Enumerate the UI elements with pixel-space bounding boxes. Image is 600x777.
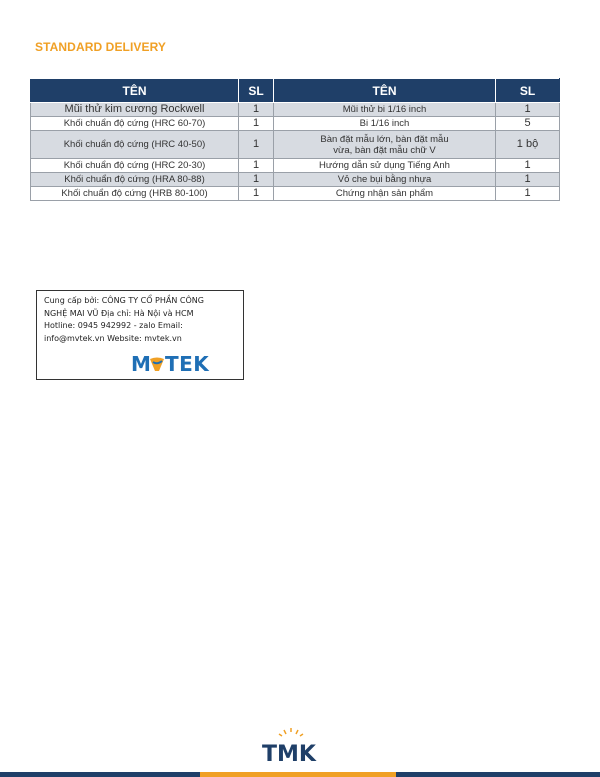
footer-stripe-right bbox=[396, 772, 600, 777]
column-header-name-1: TÊN bbox=[31, 79, 239, 103]
footer-stripe-left bbox=[0, 772, 200, 777]
item-name: Vỏ che bụi bằng nhựa bbox=[274, 173, 496, 187]
tmk-logo-graphic bbox=[261, 738, 323, 766]
mvtek-logo-graphic bbox=[131, 353, 231, 375]
table-row bbox=[31, 103, 560, 117]
table-row bbox=[31, 131, 560, 159]
supplier-info-box bbox=[36, 290, 244, 380]
footer-stripe-middle bbox=[200, 772, 396, 777]
item-qty: 1 bbox=[239, 173, 274, 187]
supplier-line: Cung cấp bởi: CÔNG TY CỔ PHẦN CÔNG bbox=[44, 296, 204, 305]
item-name-line: vừa, bàn đặt mẫu chữ V bbox=[333, 144, 436, 156]
item-name: Khối chuẩn độ cứng (HRC 20-30) bbox=[31, 159, 239, 173]
item-qty: 1 bbox=[496, 173, 560, 187]
item-name-line: Bàn đặt mẫu lớn, bàn đặt mẫu bbox=[320, 133, 449, 145]
supplier-line: Hotline: 0945 942992 - zalo Email: bbox=[44, 321, 183, 330]
item-qty: 1 bbox=[239, 131, 274, 159]
table-row bbox=[31, 159, 560, 173]
item-name bbox=[274, 131, 496, 159]
item-name: Khối chuẩn độ cứng (HRC 40-50) bbox=[31, 131, 239, 159]
item-qty: 1 bbox=[496, 187, 560, 201]
item-qty: 5 bbox=[496, 117, 560, 131]
item-name: Mũi thử kim cương Rockwell bbox=[31, 103, 239, 117]
item-name: Khối chuẩn độ cứng (HRA 80-88) bbox=[31, 173, 239, 187]
svg-text:M: M bbox=[131, 353, 152, 375]
supplier-line: info@mvtek.vn Website: mvtek.vn bbox=[44, 333, 182, 343]
item-name: Khối chuẩn độ cứng (HRC 60-70) bbox=[31, 117, 239, 131]
item-qty: 1 bbox=[239, 187, 274, 201]
table-row bbox=[31, 173, 560, 187]
mvtek-logo bbox=[131, 353, 231, 376]
item-qty: 1 bộ bbox=[496, 131, 560, 159]
item-qty: 1 bbox=[496, 159, 560, 173]
item-name: Mũi thử bi 1/16 inch bbox=[274, 103, 496, 117]
column-header-qty-2: SL bbox=[496, 79, 560, 103]
table-row bbox=[31, 187, 560, 201]
page-title: STANDARD DELIVERY bbox=[35, 40, 167, 54]
column-header-qty-1: SL bbox=[239, 79, 274, 103]
item-name: Chứng nhận sản phẩm bbox=[274, 187, 496, 201]
table-row bbox=[31, 117, 560, 131]
table-header-row bbox=[31, 79, 560, 103]
item-qty: 1 bbox=[239, 103, 274, 117]
delivery-table bbox=[30, 78, 560, 201]
item-name: Bi 1/16 inch bbox=[274, 117, 496, 131]
item-name: Khối chuẩn độ cứng (HRB 80-100) bbox=[31, 187, 239, 201]
supplier-line: NGHỆ MAI VŨ Địa chỉ: Hà Nội và HCM bbox=[44, 308, 194, 318]
column-header-name-2: TÊN bbox=[274, 79, 496, 103]
svg-text:TEK: TEK bbox=[165, 353, 210, 375]
item-qty: 1 bbox=[496, 103, 560, 117]
tmk-logo bbox=[258, 727, 324, 767]
item-qty: 1 bbox=[239, 159, 274, 173]
item-qty: 1 bbox=[239, 117, 274, 131]
item-name: Hướng dẫn sử dụng Tiếng Anh bbox=[274, 159, 496, 173]
svg-text:TMK: TMK bbox=[262, 742, 316, 766]
